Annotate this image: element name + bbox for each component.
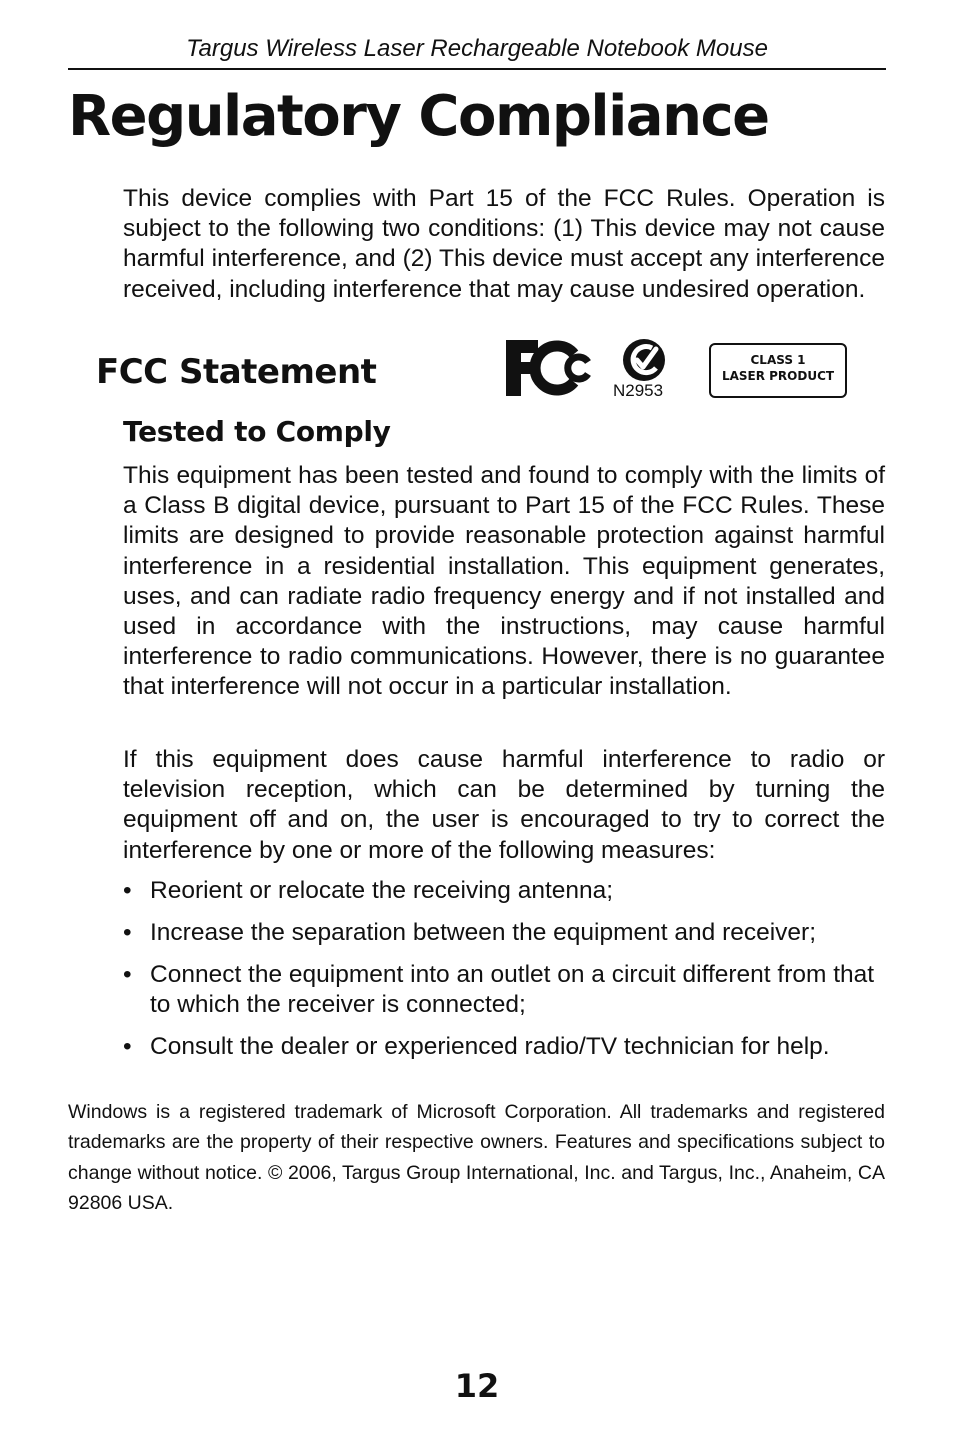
- running-header: Targus Wireless Laser Rechargeable Notebook Mouse: [68, 34, 886, 70]
- laser-label-line2: LASER PRODUCT: [721, 369, 835, 383]
- page-title: Regulatory Compliance: [68, 84, 769, 149]
- c-tick-code: N2953: [613, 381, 664, 400]
- list-item: • Connect the equipment into an outlet on a circuit different from that to which the receiver is connected;: [123, 960, 885, 1020]
- c-tick-icon: [622, 338, 666, 382]
- laser-label-line1: CLASS 1: [750, 353, 806, 367]
- list-item: • Consult the dealer or experienced radio/TV technician for help.: [123, 1032, 885, 1062]
- intro-paragraph: This device complies with Part 15 of the FCC Rules. Operation is subject to the following two conditions: (1) This device may not cause harmful interference, and (2) This device must accept any interference received, including interference that may cause undesired operation.: [123, 185, 885, 303]
- class1-laser-label: [709, 343, 847, 398]
- trademark-notice: Windows is a registered trademark of Microsoft Corporation. All trademarks and registered trademarks are the property of their respective owners. Features and specifications subject to change without notice. © 2006, Targus Group International, Inc. and Targus, Inc., Anaheim, CA 92806 USA.: [68, 1101, 885, 1214]
- page-number: 12: [454, 1367, 500, 1405]
- tested-to-comply-heading: Tested to Comply: [123, 415, 391, 448]
- tested-paragraph: This equipment has been tested and found to comply with the limits of a Class B digital device, pursuant to Part 15 of the FCC Rules. These limits are designed to provide reasonable protection against harmful interference in a residential installation. This equipment generates, uses, and can radiate radio frequency energy and if not installed and used in accordance with the instructions, may cause harmful interference to radio communications. However, there is no guarantee that interference will not occur in a particular installation.: [123, 462, 885, 701]
- fcc-logo-icon: [504, 336, 602, 400]
- measures-list: [123, 876, 885, 1074]
- list-item: • Reorient or relocate the receiving antenna;: [123, 876, 885, 906]
- interference-paragraph: If this equipment does cause harmful interference to radio or television reception, which can be determined by turning the equipment off and on, the user is encouraged to try to correct the interference by one or more of the following measures:: [123, 746, 885, 864]
- list-item: • Increase the separation between the equipment and receiver;: [123, 918, 885, 948]
- fcc-statement-heading: FCC Statement: [96, 352, 377, 392]
